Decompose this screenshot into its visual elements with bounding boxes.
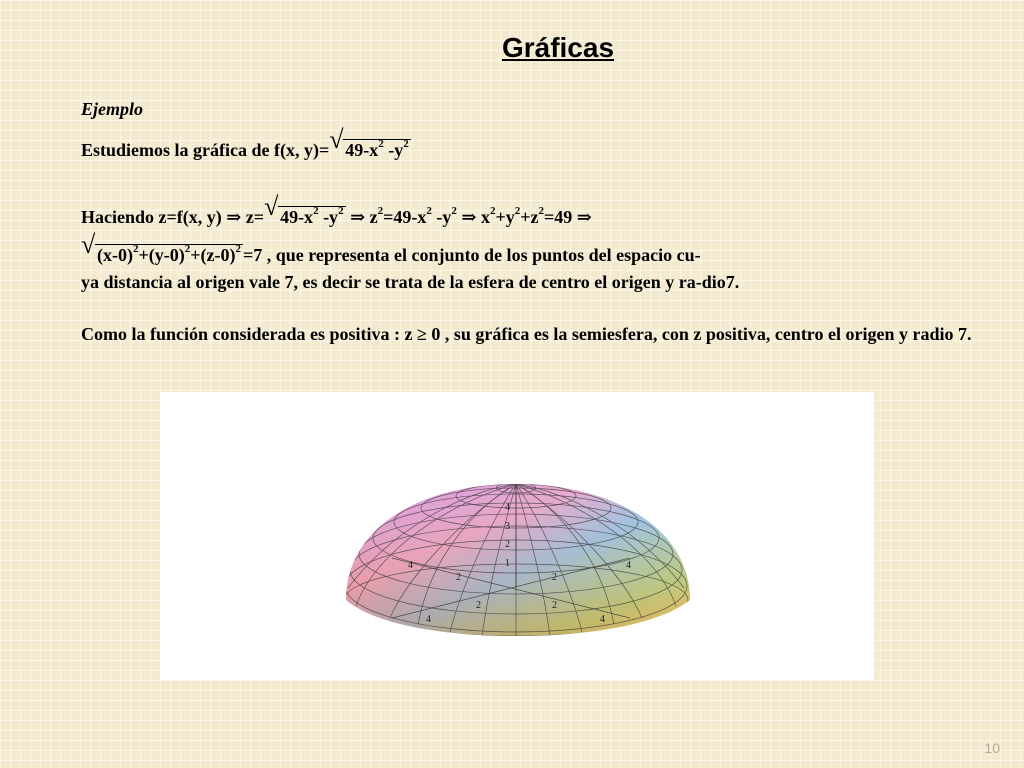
derivation-line: Haciendo z=f(x, y) ⇒ z= √ $49-x^2$ $-y^2$ ⇒ $z^2=49-x^2$ $-y^2$ ⇒ $x^2+y^2+z^2=49$ ⇒ [81,198,592,230]
tick-label: 1 [505,558,510,569]
conclusion-paragraph: Como la función considerada es positiva : z ≥ 0 , su gráfica es la semiesfera, con z positiva, centro el origen y radio 7. [81,324,972,344]
radicand-text: +(y-0) [138,245,185,265]
tick-label: 2 [552,572,557,583]
exponent: 2 [377,205,384,217]
hemisphere-figure [160,392,874,680]
tick-label: 2 [552,600,557,611]
derivation-part: =49 ⇒ [544,207,592,227]
exponent: 2 [490,205,496,217]
tick-label: 4 [626,560,631,571]
tick-label: 4 [600,614,605,625]
tick-label: 2 [505,539,510,550]
page-number: 10 [984,740,1000,756]
sqrt-expression [264,192,346,230]
radicand [95,244,243,265]
exponent: 2 [451,205,457,217]
radicand-text: 49-x [280,207,314,227]
exponent: 2 [514,205,521,217]
radicand: $49-x^2$ $-y^2$ [280,205,344,227]
exponent: 2 [538,205,545,217]
sqrt-expression [329,125,411,163]
radicand-text: (x-0) [97,245,133,265]
exponent: 2 [378,138,384,150]
equals-seven: =7 [242,245,263,265]
example-label: Ejemplo [81,99,143,119]
tick-label: 4 [505,502,510,513]
exponent: 2 [313,205,319,217]
slide-title: Gráficas [501,32,615,63]
derivation-part: ⇒ x [456,207,490,227]
hemisphere-graph [160,392,874,680]
exponent: 2 [235,243,241,255]
exponent: 2 [403,138,409,150]
explanation-paragraph: ya distancia al origen vale 7, es decir se trata de la esfera de centro el origen y ra-dio7. [81,272,740,292]
tick-label: 2 [456,572,461,583]
intro-prefix: Estudiemos la gráfica de f(x, y)= [81,140,330,160]
sentence-start: , que representa el conjunto de los puntos del espacio cu- [262,245,701,265]
derivation-part: +y [495,207,515,227]
exponent: 2 [184,243,191,255]
exponent: 2 [132,243,139,255]
radicand-text: 49-x [345,140,379,160]
tick-label: 2 [476,600,481,611]
derivation-part: +z [520,207,539,227]
intro-line [81,125,411,163]
sqrt-expression [81,230,243,268]
tick-label: 4 [426,614,431,625]
radical-sign: √ [81,230,96,259]
derivation-part: ⇒ z [345,207,378,227]
hemisphere-surface [344,483,690,636]
derivation-start: Haciendo z=f(x, y) ⇒ z= [81,207,265,227]
exponent: 2 [338,205,344,217]
sphere-equation-line [81,230,701,268]
radicand: $49-x^2$ $-y^2$ [345,138,409,160]
radicand-text: +(z-0) [190,245,236,265]
radical-sign: √ [329,125,344,154]
tick-label: 3 [505,521,510,532]
derivation-part: =49-x [383,207,427,227]
exponent: 2 [426,205,432,217]
tick-label: 4 [408,560,413,571]
radical-sign: √ [264,192,279,221]
